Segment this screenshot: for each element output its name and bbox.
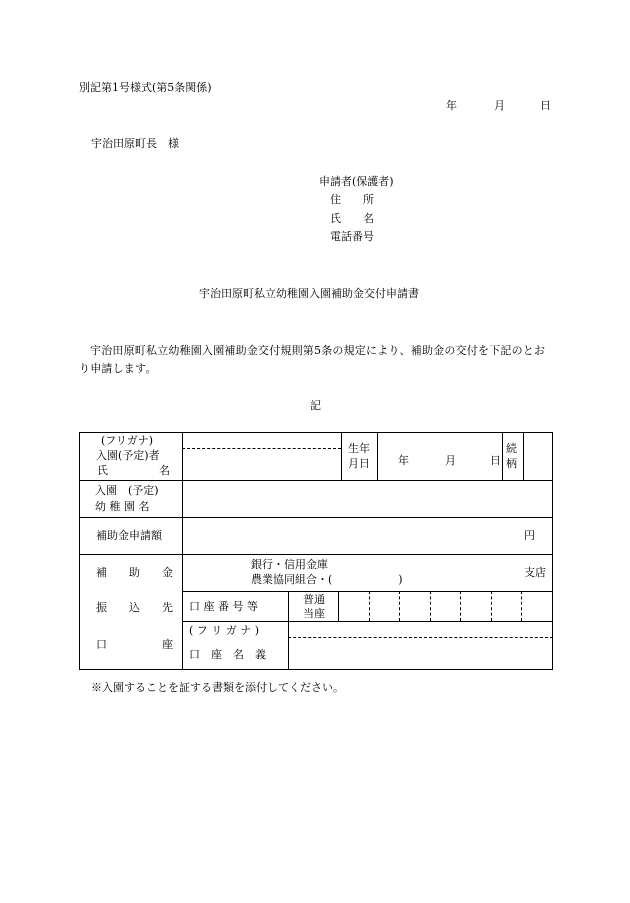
kindergarten-label-1: 入園 (予定): [95, 484, 159, 497]
bank-type-line-1: 銀行・信用金庫: [251, 558, 328, 571]
cell-divider: [288, 621, 289, 670]
row-separator: [79, 480, 553, 481]
table-border-top: [79, 432, 553, 433]
amount-field[interactable]: [184, 519, 519, 553]
branch-name-field[interactable]: [410, 556, 520, 590]
transfer-label-2: 振 込 先: [96, 601, 173, 614]
birth-label-1: 生年: [348, 442, 370, 455]
birth-year-label: 年: [398, 454, 409, 467]
account-type-toza[interactable]: 当座: [303, 607, 325, 620]
relation-label-1: 続: [506, 442, 517, 455]
row-separator: [182, 621, 553, 622]
amount-unit: 円: [524, 529, 535, 542]
holder-furigana-label: ( フ リ ガ ナ ): [189, 624, 260, 637]
transfer-label-1: 補 助 金: [96, 566, 173, 579]
holder-name-label: 口 座 名 義: [189, 648, 266, 661]
addressee: 宇治田原町長 様: [91, 137, 179, 150]
furigana-dashed-line: [182, 448, 341, 449]
label-column-divider: [182, 432, 183, 670]
holder-furigana-dashed-line: [288, 637, 553, 638]
furigana-label: (フリガナ): [101, 434, 154, 447]
row-separator: [79, 517, 553, 518]
table-border-left: [79, 432, 80, 670]
kindergarten-label-2: 幼 稚 園 名: [95, 500, 150, 513]
document-title: 宇治田原町私立幼稚園入園補助金交付申請書: [199, 287, 419, 300]
table-border-bottom: [79, 669, 553, 670]
account-number-label: 口 座 番 号 等: [189, 600, 258, 613]
applicant-phone-label: 電話番号: [330, 230, 374, 243]
bank-name-field[interactable]: [184, 556, 248, 590]
shimei-label-2: 名: [159, 464, 170, 477]
applicant-title: 申請者(保護者): [319, 175, 394, 188]
relation-label-2: 柄: [506, 457, 517, 470]
applicant-address-label: 住 所: [330, 193, 374, 206]
transfer-label-3: 口 座: [96, 638, 173, 651]
date-year-label: 年: [446, 99, 457, 112]
cell-divider: [288, 591, 289, 621]
table-border-right: [552, 432, 553, 670]
child-furigana-field[interactable]: [184, 434, 339, 447]
amount-label: 補助金申請額: [96, 529, 162, 542]
kindergarten-name-field[interactable]: [184, 482, 551, 516]
cell-divider: [377, 432, 378, 480]
cell-divider: [341, 432, 342, 480]
form-reference: 別記第1号様式(第5条関係): [79, 81, 212, 94]
birth-label-2: 月日: [348, 457, 370, 470]
ki-label: 記: [310, 399, 321, 412]
child-name-field[interactable]: [184, 450, 339, 479]
holder-furigana-field[interactable]: [290, 623, 552, 636]
date-month-label: 月: [494, 99, 505, 112]
account-type-futsu[interactable]: 普通: [303, 593, 325, 606]
birth-month-label: 月: [445, 454, 456, 467]
account-number-field[interactable]: [339, 592, 552, 620]
row-separator: [79, 554, 553, 555]
bank-type-line-2: 農業協同組合・( ): [251, 573, 403, 586]
relation-field[interactable]: [524, 433, 551, 479]
applicant-name-label: 氏 名: [330, 212, 374, 225]
child-label: 入園(予定)者: [96, 449, 160, 462]
body-paragraph: 宇治田原町私立幼稚園入園補助金交付規則第5条の規定により、補助金の交付を下記のとおり申請します。: [79, 344, 546, 375]
branch-label: 支店: [524, 566, 546, 579]
attachment-note: ※入園することを証する書類を添付してください。: [91, 681, 344, 694]
cell-divider: [502, 432, 503, 480]
holder-name-field[interactable]: [290, 639, 552, 668]
shimei-label-1: 氏: [97, 464, 108, 477]
date-day-label: 日: [540, 99, 551, 112]
birth-day-label: 日: [490, 454, 501, 467]
